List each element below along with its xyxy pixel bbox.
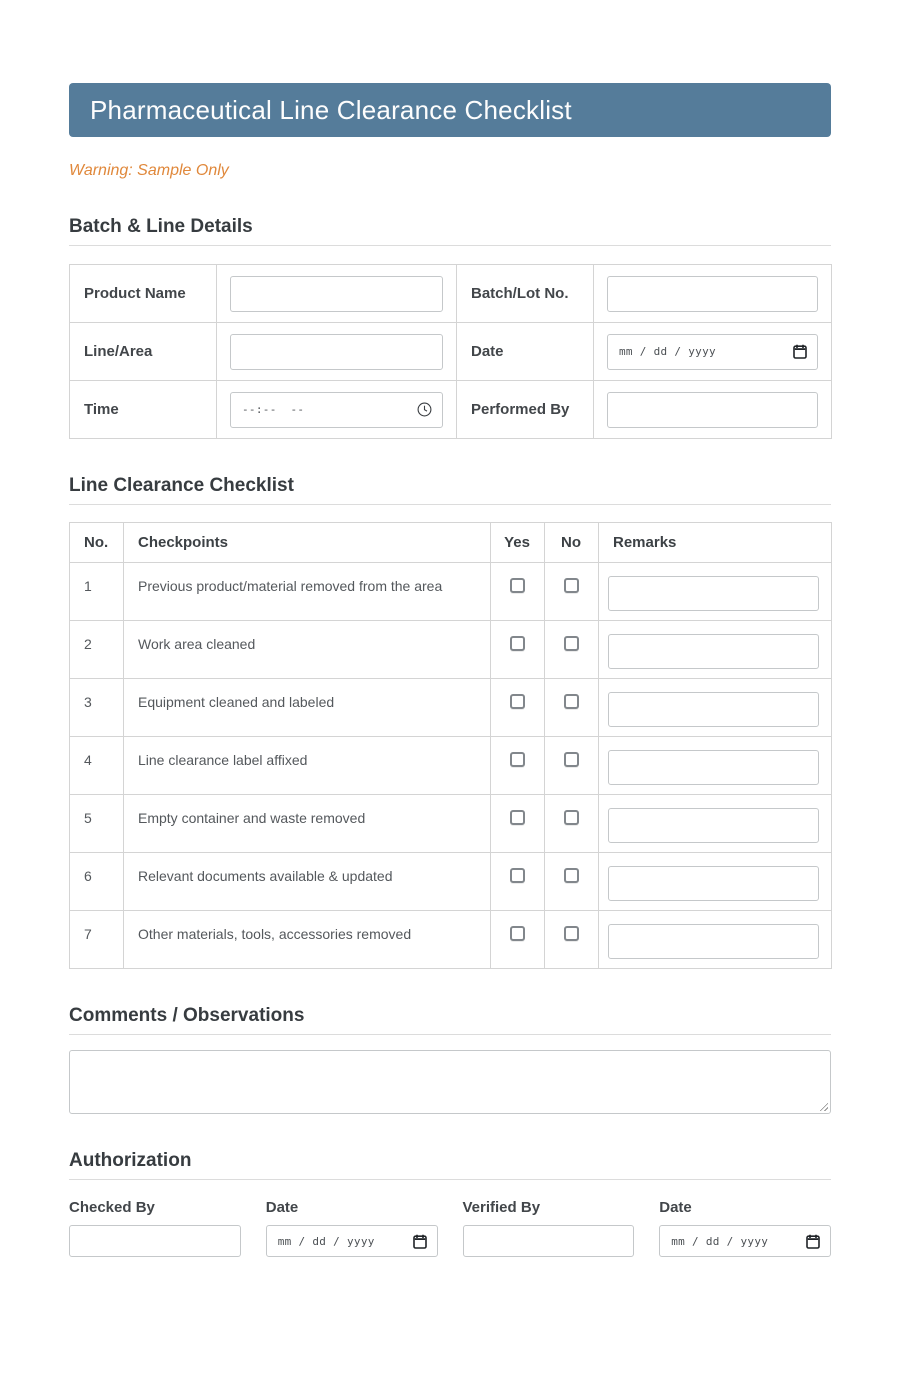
warning-text: Warning: Sample Only bbox=[69, 162, 229, 179]
authorization-grid bbox=[69, 1199, 831, 1257]
yes-checkbox[interactable] bbox=[510, 636, 525, 651]
verified-by-input[interactable] bbox=[463, 1225, 635, 1257]
line-area-label: Line/Area bbox=[70, 323, 217, 381]
remarks-input[interactable] bbox=[608, 924, 819, 959]
table-row bbox=[70, 265, 832, 323]
checkpoint-text: Relevant documents available & updated bbox=[124, 853, 491, 911]
remarks-input[interactable] bbox=[608, 692, 819, 727]
section-divider bbox=[69, 1179, 831, 1180]
checklist-row-1 bbox=[70, 563, 832, 621]
row-number: 7 bbox=[70, 911, 124, 969]
product-name-label: Product Name bbox=[70, 265, 217, 323]
checkpoint-text: Work area cleaned bbox=[124, 621, 491, 679]
batch-section-heading: Batch & Line Details bbox=[69, 216, 253, 237]
verified-date-field bbox=[659, 1199, 831, 1257]
date-label: Date bbox=[457, 323, 594, 381]
date-input[interactable] bbox=[607, 334, 818, 370]
checkpoint-text: Empty container and waste removed bbox=[124, 795, 491, 853]
remarks-input[interactable] bbox=[608, 634, 819, 669]
comments-section-heading: Comments / Observations bbox=[69, 1005, 305, 1026]
row-number: 6 bbox=[70, 853, 124, 911]
checklist-section-heading: Line Clearance Checklist bbox=[69, 475, 294, 496]
table-row bbox=[70, 381, 832, 439]
checklist-row-7 bbox=[70, 911, 832, 969]
no-checkbox[interactable] bbox=[564, 578, 579, 593]
checklist-row-6 bbox=[70, 853, 832, 911]
time-input[interactable] bbox=[230, 392, 443, 428]
title-banner bbox=[69, 83, 831, 137]
section-divider bbox=[69, 504, 831, 505]
checklist-row-2 bbox=[70, 621, 832, 679]
page-container bbox=[69, 83, 831, 1257]
yes-checkbox[interactable] bbox=[510, 926, 525, 941]
date-placeholder: mm / dd / yyyy bbox=[619, 345, 716, 358]
page-title: Pharmaceutical Line Clearance Checklist bbox=[90, 94, 572, 125]
checklist-row-3 bbox=[70, 679, 832, 737]
yes-checkbox[interactable] bbox=[510, 868, 525, 883]
checked-date-field bbox=[266, 1199, 438, 1257]
line-area-input[interactable] bbox=[230, 334, 443, 370]
remarks-input[interactable] bbox=[608, 866, 819, 901]
batch-lot-label: Batch/Lot No. bbox=[457, 265, 594, 323]
yes-checkbox[interactable] bbox=[510, 810, 525, 825]
no-checkbox[interactable] bbox=[564, 752, 579, 767]
performed-by-input[interactable] bbox=[607, 392, 818, 428]
checked-date-input[interactable] bbox=[266, 1225, 438, 1257]
yes-checkbox[interactable] bbox=[510, 752, 525, 767]
checklist-header-row bbox=[70, 523, 832, 563]
col-header-yes: Yes bbox=[491, 523, 545, 563]
no-checkbox[interactable] bbox=[564, 636, 579, 651]
authorization-section-heading: Authorization bbox=[69, 1150, 192, 1171]
col-header-no2: No bbox=[545, 523, 599, 563]
checkpoint-text: Other materials, tools, accessories removed bbox=[124, 911, 491, 969]
verified-date-input[interactable] bbox=[659, 1225, 831, 1257]
row-number: 3 bbox=[70, 679, 124, 737]
verified-date-label: Date bbox=[659, 1199, 692, 1216]
product-name-input[interactable] bbox=[230, 276, 443, 312]
time-placeholder: --:-- -- bbox=[242, 403, 305, 416]
checked-by-field bbox=[69, 1199, 241, 1257]
checklist-table bbox=[69, 522, 832, 969]
row-number: 5 bbox=[70, 795, 124, 853]
no-checkbox[interactable] bbox=[564, 810, 579, 825]
section-divider bbox=[69, 1034, 831, 1035]
yes-checkbox[interactable] bbox=[510, 578, 525, 593]
checklist-row-4 bbox=[70, 737, 832, 795]
remarks-input[interactable] bbox=[608, 750, 819, 785]
no-checkbox[interactable] bbox=[564, 926, 579, 941]
calendar-icon[interactable] bbox=[806, 1234, 820, 1249]
no-checkbox[interactable] bbox=[564, 694, 579, 709]
remarks-input[interactable] bbox=[608, 576, 819, 611]
row-number: 1 bbox=[70, 563, 124, 621]
date-placeholder: mm / dd / yyyy bbox=[277, 1234, 375, 1248]
batch-details-table bbox=[69, 264, 832, 439]
verified-by-label: Verified By bbox=[462, 1199, 541, 1216]
comments-textarea-wrap bbox=[69, 1050, 831, 1114]
no-checkbox[interactable] bbox=[564, 868, 579, 883]
comments-textarea[interactable] bbox=[69, 1050, 831, 1114]
checkpoint-text: Line clearance label affixed bbox=[124, 737, 491, 795]
verified-by-field bbox=[463, 1199, 635, 1257]
checked-by-input[interactable] bbox=[69, 1225, 241, 1257]
checked-by-label: Checked By bbox=[69, 1199, 155, 1216]
row-number: 2 bbox=[70, 621, 124, 679]
checklist-row-5 bbox=[70, 795, 832, 853]
date-placeholder: mm / dd / yyyy bbox=[671, 1234, 769, 1248]
row-number: 4 bbox=[70, 737, 124, 795]
performed-by-label: Performed By bbox=[457, 381, 594, 439]
yes-checkbox[interactable] bbox=[510, 694, 525, 709]
remarks-input[interactable] bbox=[608, 808, 819, 843]
checkpoint-text: Equipment cleaned and labeled bbox=[124, 679, 491, 737]
checkpoint-text: Previous product/material removed from the area bbox=[124, 563, 491, 621]
calendar-icon[interactable] bbox=[413, 1234, 427, 1249]
time-label: Time bbox=[70, 381, 217, 439]
col-header-remarks: Remarks bbox=[599, 523, 832, 563]
clock-icon[interactable] bbox=[417, 402, 432, 417]
batch-lot-input[interactable] bbox=[607, 276, 818, 312]
col-header-no: No. bbox=[70, 523, 124, 563]
table-row bbox=[70, 323, 832, 381]
section-divider bbox=[69, 245, 831, 246]
col-header-checkpoints: Checkpoints bbox=[124, 523, 491, 563]
checked-date-label: Date bbox=[265, 1199, 299, 1216]
calendar-icon[interactable] bbox=[793, 344, 807, 359]
